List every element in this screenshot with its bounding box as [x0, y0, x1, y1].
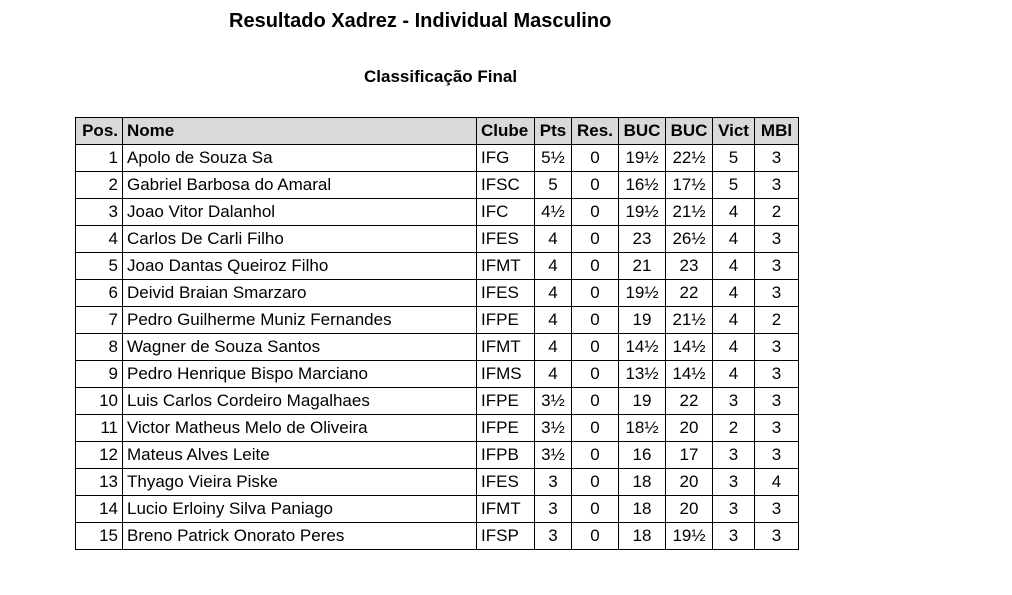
cell-name: Thyago Vieira Piske [123, 469, 477, 496]
cell-pos: 3 [76, 199, 123, 226]
cell-club: IFES [477, 469, 535, 496]
cell-buc-1: 16 [619, 442, 666, 469]
cell-club: IFES [477, 226, 535, 253]
cell-mbl: 3 [755, 388, 799, 415]
cell-pts: 3 [535, 469, 572, 496]
cell-mbl: 3 [755, 280, 799, 307]
header-mbl: MBl [755, 118, 799, 145]
cell-name: Mateus Alves Leite [123, 442, 477, 469]
cell-buc-2: 20 [666, 469, 713, 496]
header-club: Clube [477, 118, 535, 145]
cell-club: IFMT [477, 253, 535, 280]
cell-pts: 4 [535, 253, 572, 280]
cell-mbl: 2 [755, 199, 799, 226]
cell-pts: 3½ [535, 388, 572, 415]
cell-pts: 3½ [535, 442, 572, 469]
cell-buc-2: 14½ [666, 361, 713, 388]
cell-name: Luis Carlos Cordeiro Magalhaes [123, 388, 477, 415]
cell-club: IFC [477, 199, 535, 226]
header-pts: Pts [535, 118, 572, 145]
cell-vict: 4 [713, 307, 755, 334]
cell-res: 0 [572, 442, 619, 469]
cell-buc-1: 16½ [619, 172, 666, 199]
cell-vict: 4 [713, 334, 755, 361]
cell-club: IFSP [477, 523, 535, 550]
cell-buc-1: 18 [619, 523, 666, 550]
cell-vict: 3 [713, 469, 755, 496]
cell-name: Pedro Guilherme Muniz Fernandes [123, 307, 477, 334]
cell-pts: 3 [535, 496, 572, 523]
cell-mbl: 2 [755, 307, 799, 334]
cell-club: IFG [477, 145, 535, 172]
cell-mbl: 3 [755, 496, 799, 523]
cell-mbl: 4 [755, 469, 799, 496]
cell-buc-2: 21½ [666, 199, 713, 226]
cell-pts: 4½ [535, 199, 572, 226]
cell-buc-1: 18 [619, 469, 666, 496]
cell-name: Deivid Braian Smarzaro [123, 280, 477, 307]
cell-pos: 12 [76, 442, 123, 469]
cell-buc-1: 19½ [619, 280, 666, 307]
cell-res: 0 [572, 145, 619, 172]
cell-buc-2: 23 [666, 253, 713, 280]
cell-pos: 15 [76, 523, 123, 550]
cell-pts: 4 [535, 361, 572, 388]
cell-pos: 8 [76, 334, 123, 361]
page-title: Resultado Xadrez - Individual Masculino [229, 10, 612, 32]
table-row [76, 307, 799, 334]
cell-club: IFPE [477, 415, 535, 442]
cell-buc-2: 17 [666, 442, 713, 469]
cell-name: Victor Matheus Melo de Oliveira [123, 415, 477, 442]
cell-buc-2: 20 [666, 496, 713, 523]
cell-pos: 1 [76, 145, 123, 172]
table-row [76, 469, 799, 496]
cell-name: Apolo de Souza Sa [123, 145, 477, 172]
cell-pts: 3 [535, 523, 572, 550]
cell-mbl: 3 [755, 334, 799, 361]
cell-buc-2: 22½ [666, 145, 713, 172]
cell-mbl: 3 [755, 361, 799, 388]
cell-club: IFPB [477, 442, 535, 469]
cell-club: IFPE [477, 388, 535, 415]
cell-name: Pedro Henrique Bispo Marciano [123, 361, 477, 388]
cell-res: 0 [572, 226, 619, 253]
cell-pos: 10 [76, 388, 123, 415]
cell-name: Breno Patrick Onorato Peres [123, 523, 477, 550]
cell-buc-1: 19½ [619, 199, 666, 226]
cell-vict: 4 [713, 199, 755, 226]
cell-buc-2: 26½ [666, 226, 713, 253]
header-buc-2: BUC [666, 118, 713, 145]
cell-club: IFMS [477, 361, 535, 388]
table-row [76, 523, 799, 550]
cell-vict: 5 [713, 172, 755, 199]
cell-pos: 6 [76, 280, 123, 307]
cell-buc-1: 21 [619, 253, 666, 280]
cell-res: 0 [572, 469, 619, 496]
cell-pts: 4 [535, 307, 572, 334]
cell-buc-1: 19 [619, 388, 666, 415]
cell-res: 0 [572, 388, 619, 415]
cell-buc-1: 18 [619, 496, 666, 523]
results-table [75, 117, 799, 550]
cell-mbl: 3 [755, 226, 799, 253]
cell-name: Gabriel Barbosa do Amaral [123, 172, 477, 199]
cell-res: 0 [572, 253, 619, 280]
cell-res: 0 [572, 523, 619, 550]
cell-club: IFSC [477, 172, 535, 199]
cell-res: 0 [572, 307, 619, 334]
cell-buc-2: 21½ [666, 307, 713, 334]
cell-vict: 2 [713, 415, 755, 442]
cell-club: IFES [477, 280, 535, 307]
cell-pos: 14 [76, 496, 123, 523]
cell-buc-2: 17½ [666, 172, 713, 199]
cell-name: Joao Vitor Dalanhol [123, 199, 477, 226]
cell-buc-2: 14½ [666, 334, 713, 361]
cell-pts: 3½ [535, 415, 572, 442]
cell-vict: 4 [713, 226, 755, 253]
table-row [76, 253, 799, 280]
cell-pos: 2 [76, 172, 123, 199]
cell-mbl: 3 [755, 442, 799, 469]
table-row [76, 388, 799, 415]
cell-mbl: 3 [755, 253, 799, 280]
table-row [76, 172, 799, 199]
table-body [76, 145, 799, 550]
cell-buc-1: 19 [619, 307, 666, 334]
cell-pos: 7 [76, 307, 123, 334]
cell-vict: 4 [713, 280, 755, 307]
cell-pts: 4 [535, 280, 572, 307]
cell-pts: 5 [535, 172, 572, 199]
cell-pos: 13 [76, 469, 123, 496]
cell-buc-1: 18½ [619, 415, 666, 442]
header-buc-1: BUC [619, 118, 666, 145]
cell-buc-1: 19½ [619, 145, 666, 172]
cell-buc-2: 20 [666, 415, 713, 442]
cell-vict: 5 [713, 145, 755, 172]
cell-vict: 4 [713, 253, 755, 280]
table-row [76, 361, 799, 388]
cell-name: Lucio Erloiny Silva Paniago [123, 496, 477, 523]
table-row [76, 145, 799, 172]
cell-pts: 4 [535, 334, 572, 361]
header-name: Nome [123, 118, 477, 145]
table-row [76, 496, 799, 523]
cell-buc-1: 23 [619, 226, 666, 253]
cell-pos: 11 [76, 415, 123, 442]
table-row [76, 226, 799, 253]
table-row [76, 280, 799, 307]
cell-vict: 3 [713, 442, 755, 469]
cell-vict: 3 [713, 523, 755, 550]
table-row [76, 442, 799, 469]
header-res: Res. [572, 118, 619, 145]
cell-buc-1: 13½ [619, 361, 666, 388]
cell-club: IFPE [477, 307, 535, 334]
cell-vict: 3 [713, 496, 755, 523]
cell-mbl: 3 [755, 172, 799, 199]
cell-res: 0 [572, 199, 619, 226]
cell-vict: 3 [713, 388, 755, 415]
cell-mbl: 3 [755, 415, 799, 442]
cell-res: 0 [572, 334, 619, 361]
cell-res: 0 [572, 496, 619, 523]
page-subtitle: Classificação Final [364, 67, 518, 86]
cell-res: 0 [572, 415, 619, 442]
cell-club: IFMT [477, 334, 535, 361]
cell-name: Joao Dantas Queiroz Filho [123, 253, 477, 280]
table-row [76, 199, 799, 226]
cell-pos: 4 [76, 226, 123, 253]
cell-buc-2: 19½ [666, 523, 713, 550]
cell-res: 0 [572, 172, 619, 199]
table-row [76, 415, 799, 442]
cell-vict: 4 [713, 361, 755, 388]
cell-res: 0 [572, 361, 619, 388]
cell-mbl: 3 [755, 523, 799, 550]
cell-pts: 5½ [535, 145, 572, 172]
cell-pos: 5 [76, 253, 123, 280]
cell-pos: 9 [76, 361, 123, 388]
cell-pts: 4 [535, 226, 572, 253]
cell-name: Wagner de Souza Santos [123, 334, 477, 361]
cell-club: IFMT [477, 496, 535, 523]
table-row [76, 334, 799, 361]
cell-name: Carlos De Carli Filho [123, 226, 477, 253]
cell-buc-2: 22 [666, 388, 713, 415]
header-vict: Vict [713, 118, 755, 145]
header-pos: Pos. [76, 118, 123, 145]
cell-buc-1: 14½ [619, 334, 666, 361]
table-header-row [76, 118, 799, 145]
cell-res: 0 [572, 280, 619, 307]
cell-mbl: 3 [755, 145, 799, 172]
cell-buc-2: 22 [666, 280, 713, 307]
